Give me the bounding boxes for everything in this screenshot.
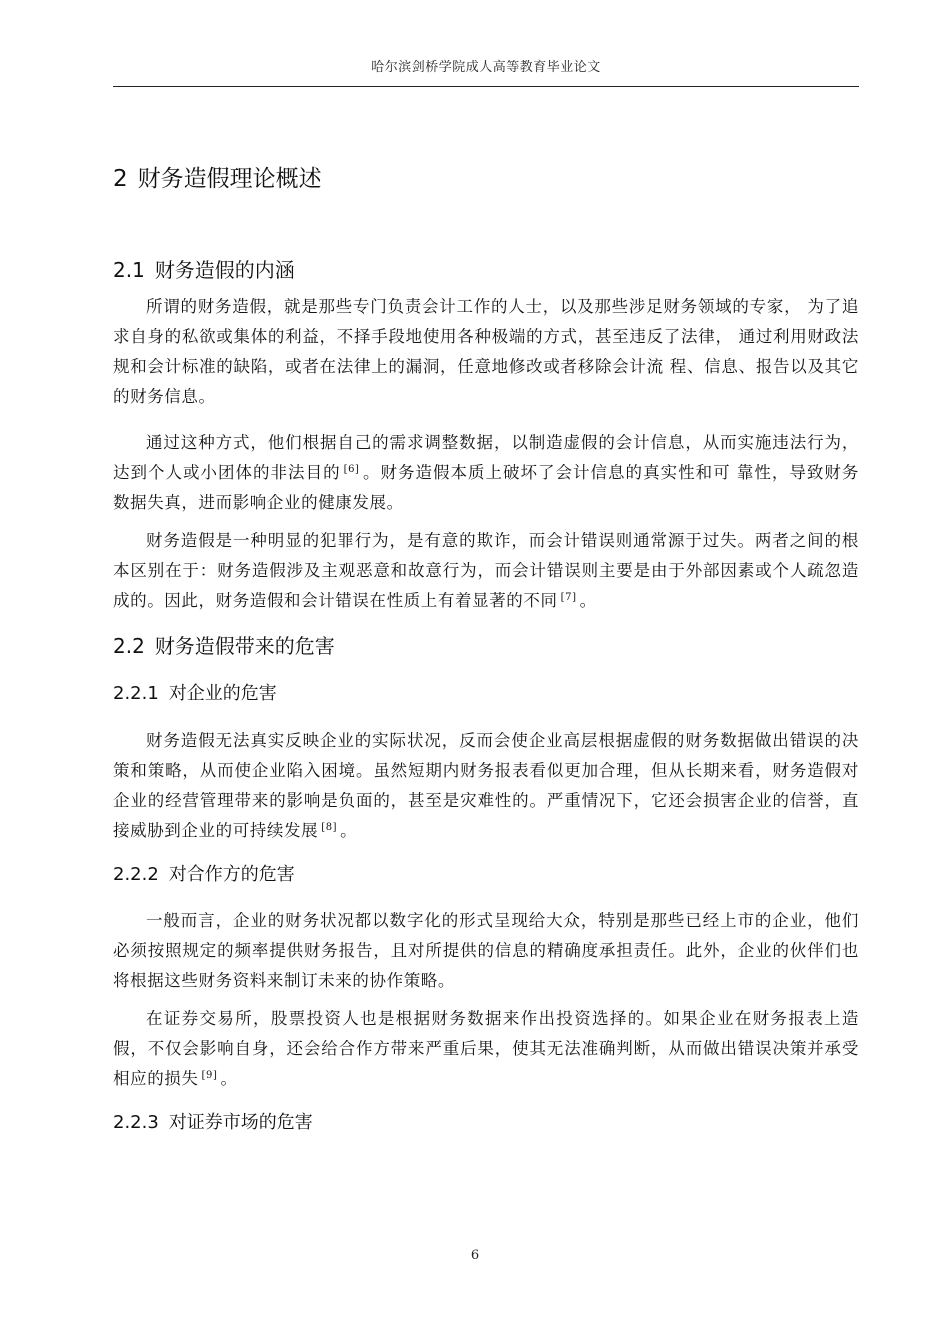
paragraph-2-2-2-1: 一般而言，企业的财务状况都以数字化的形式呈现给大众，特别是那些已经上市的企业，他们必须按照规定的频率提供财务报告，且对所提供的信息的精确度承担责任。此外，企业的伙伴们也将根据这些财务资料来制订未来的协作策略。: [113, 911, 859, 990]
subsection-number: 2.2.1: [113, 683, 159, 704]
paragraph-text: 通过这种方式，他们根据自己的需求调整数据，以制造虚假的会计信息，从而实施违法行为，达到个人或小团体的非法目的: [113, 433, 859, 482]
subsection-number: 2.2.3: [113, 1112, 159, 1133]
header-divider: [113, 86, 859, 87]
paragraph-text: 财务造假无法真实反映企业的实际状况，反而会使企业高层根据虚假的财务数据做出错误的决策和策略，从而使企业陷入困境。虽然短期内财务报表看似更加合理，但从长期来看，财务造假对企业的经营管理带来的影响是负面的，甚至是灾难性的。严重情况下，它还会损害企业的信誉，直接威胁到企业的可持续发展: [113, 731, 859, 840]
paragraph-text: 。财务造假本质上破坏了会计信息的真实性和可 靠性，导致财务数据失真，进而影响企业的健康发展。: [113, 463, 859, 512]
subsection-heading-2-2-2: [113, 860, 295, 886]
chapter-number: 2: [113, 166, 128, 192]
paragraph-text: 。: [340, 821, 358, 840]
section-number: 2.2: [113, 634, 145, 658]
paragraph-2-1-2: [113, 428, 859, 518]
subsection-title: 对企业的危害: [168, 683, 277, 704]
section-heading-2-2: [113, 630, 335, 659]
subsection-number: 2.2.2: [113, 864, 159, 885]
subsection-heading-2-2-1: [113, 679, 277, 705]
section-title: 财务造假带来的危害: [154, 634, 335, 658]
chapter-heading: [113, 160, 322, 193]
paragraph-2-1-1: 所谓的财务造假，就是那些专门负责会计工作的人士，以及那些涉足财务领域的专家， 为了追求自身的私欲或集体的利益，不择手段地使用各种极端的方式，甚至违反了法律， 通过利用财政法规和会计标准的缺陷，或者在法律上的漏洞，任意地修改或者移除会计流 程、信息、报告以及其它的财务信息。: [113, 297, 859, 406]
paragraph-text: 。: [579, 591, 597, 610]
section-number: 2.1: [113, 258, 145, 282]
paragraph-text: 在证券交易所，股票投资人也是根据财务数据来作出投资选择的。如果企业在财务报表上造假，不仅会影响自身，还会给合作方带来严重后果，使其无法准确判断，从而做出错误决策并承受相应的损失: [113, 1009, 859, 1088]
paragraph-text: 财务造假是一种明显的犯罪行为，是有意的欺诈，而会计错误则通常源于过失。两者之间的根本区别在于：财务造假涉及主观恶意和故意行为，而会计错误则主要是由于外部因素或个人疏忽造成的。因此，财务造假和会计错误在性质上有着显著的不同: [113, 531, 859, 610]
page-number: 6: [470, 1248, 480, 1263]
chapter-title: 财务造假理论概述: [137, 166, 322, 192]
paragraph-2-1-3: [113, 526, 859, 616]
subsection-heading-2-2-3: [113, 1108, 313, 1134]
citation-marker[interactable]: [7]: [560, 591, 577, 603]
subsection-title: 对合作方的危害: [168, 864, 295, 885]
section-heading-2-1: [113, 254, 295, 283]
page-header: 哈尔滨剑桥学院成人高等教育毕业论文: [371, 60, 601, 75]
paragraph-2-2-2-2: [113, 1004, 859, 1094]
paragraph-text: 。: [220, 1069, 238, 1088]
citation-marker[interactable]: [6]: [343, 463, 360, 475]
citation-marker[interactable]: [8]: [321, 821, 338, 833]
citation-marker[interactable]: [9]: [201, 1069, 218, 1081]
subsection-title: 对证券市场的危害: [168, 1112, 313, 1133]
section-title: 财务造假的内涵: [154, 258, 295, 282]
paragraph-2-2-1: [113, 726, 859, 846]
